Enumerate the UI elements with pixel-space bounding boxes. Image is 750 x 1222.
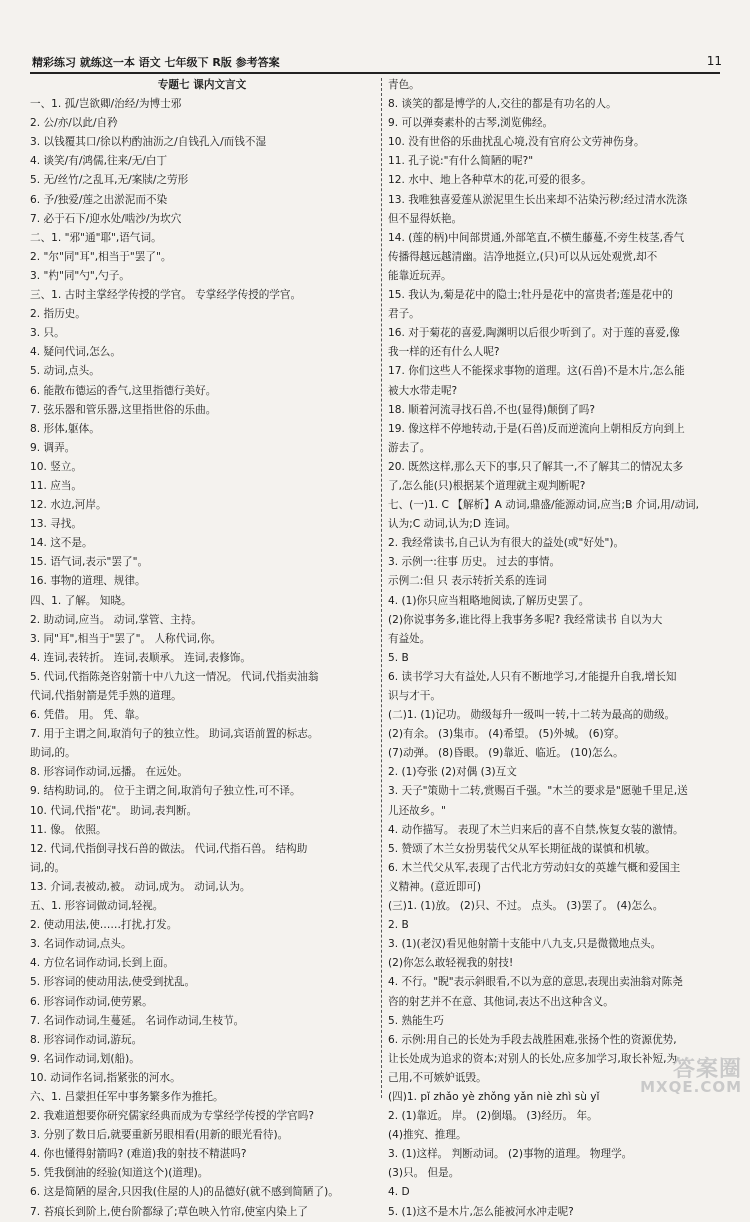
watermark-url: MXQE.COM xyxy=(640,1078,742,1096)
answer-line: 3. 名词作动词,点头。 xyxy=(30,938,132,951)
answer-line: (三)1. (1)放。 (2)只、不过。 点头。 (3)罢了。 (4)怎么。 xyxy=(388,900,664,913)
answer-line: 5. 代词,代指陈尧咨射箭十中八九这一情况。 代词,代指卖油翁 xyxy=(30,670,319,683)
answer-line: 4. D xyxy=(388,1186,410,1199)
answer-line: 7. 必于石下/迎水处/啮沙/为坎穴 xyxy=(30,212,182,225)
answer-line: 4. 方位名词作动词,长到上面。 xyxy=(30,957,174,970)
answer-line: 16. 事物的道理、规律。 xyxy=(30,575,146,588)
answer-line: 3. 同"耳",相当于"罢了"。 人称代词,你。 xyxy=(30,632,222,645)
answer-line: 5. 形容词的使动用法,使受到扰乱。 xyxy=(30,976,196,989)
answer-line: 3. (1)(老汉)看见他射箭十支能中八九支,只是微微地点头。 xyxy=(388,938,662,951)
answer-line: 3. 示例一:往事 历史。 过去的事情。 xyxy=(388,556,561,569)
answer-line: 2. 公/亦/以此/自矜 xyxy=(30,117,118,130)
answer-line: 五、1. 形容词做动词,轻视。 xyxy=(30,900,164,913)
answer-line: 5. B xyxy=(388,651,409,664)
answer-line: 12. 水边,河岸。 xyxy=(30,499,107,512)
answer-line: 8. 形体,躯体。 xyxy=(30,422,100,435)
running-header xyxy=(32,50,722,72)
answer-line: (4)推究、推理。 xyxy=(388,1129,467,1142)
answer-line: 14. (莲的柄)中间部贯通,外部笔直,不横生藤蔓,不旁生枝茎,香气 xyxy=(388,231,685,244)
answer-line: 六、1. 吕蒙担任军中事务繁多作为推托。 xyxy=(30,1090,224,1103)
answer-line: 10. 代词,代指"花"。 助词,表判断。 xyxy=(30,804,198,817)
answer-line: 助词,的。 xyxy=(30,747,76,760)
answer-line: 7. 苔痕长到阶上,使台阶都绿了;草色映入竹帘,使室内染上了 xyxy=(30,1205,309,1218)
page-number: 11 xyxy=(706,54,722,68)
answer-line: (3)只。 但是。 xyxy=(388,1167,460,1180)
answer-line: 君子。 xyxy=(388,308,420,321)
answer-line: 七、(一)1. C 【解析】A 动词,鼎盛/能源动词,应当;B 介词,用/动词, xyxy=(388,499,699,512)
answer-line: 9. 可以弹奏素朴的古琴,浏览佛经。 xyxy=(388,117,554,130)
answer-line: 17. 你们这些人不能探求事物的道理。这(石兽)不是木片,怎么能 xyxy=(388,365,685,378)
answer-line: 18. 顺着河流寻找石兽,不也(显得)颠倒了吗? xyxy=(388,403,595,416)
answer-line: 传播得越远越清幽。洁净地挺立,(只)可以从远处观赏,却不 xyxy=(388,250,658,263)
answer-line: 示例二:但 只 表示转折关系的连词 xyxy=(388,575,547,588)
answer-line: 5. (1)这不是木片,怎么能被河水冲走呢? xyxy=(388,1205,574,1218)
answer-line: 6. 示例:用自己的长处为手段去战胜困难,张扬个性的资源优势, xyxy=(388,1033,677,1046)
answer-line: 一、1. 孤/岂欲卿/治经/为博士邪 xyxy=(30,98,182,111)
answer-line: 己用,不可嫉妒诋毁。 xyxy=(388,1071,487,1084)
answer-line: 儿还故乡。" xyxy=(388,804,446,817)
answer-line: 11. 应当。 xyxy=(30,479,82,492)
answer-line: 15. 我认为,菊是花中的隐士;牡丹是花中的富贵者;莲是花中的 xyxy=(388,289,673,302)
answer-line: 2. 我经常读书,自己认为有很大的益处(或"好处")。 xyxy=(388,537,625,550)
answer-line: 游去了。 xyxy=(388,441,431,454)
answer-line: 20. 既然这样,那么天下的事,只了解其一,不了解其二的情况太多 xyxy=(388,460,684,473)
answer-line: 青色。 xyxy=(388,79,420,91)
answer-line: 识与才干。 xyxy=(388,690,441,702)
answer-line: 3. (1)这样。 判断动词。 (2)事物的道理。 物理学。 xyxy=(388,1148,633,1161)
answer-line: 5. 无/丝竹/之乱耳,无/案牍/之劳形 xyxy=(30,174,189,187)
answer-line: 咨的射艺并不在意、其他词,表达不出这种含义。 xyxy=(388,995,614,1008)
answer-line: 4. 你也懂得射箭吗? (难道)我的射技不精湛吗? xyxy=(30,1148,247,1161)
answer-line: 5. 动词,点头。 xyxy=(30,365,100,378)
answer-line: 8. 谈笑的都是博学的人,交往的都是有功名的人。 xyxy=(388,98,617,111)
answer-line: 4. 动作描写。 表现了木兰归来后的喜不自禁,恢复女装的激情。 xyxy=(388,823,684,836)
answer-line: 4. (1)你只应当粗略地阅读,了解历史罢了。 xyxy=(388,594,590,607)
answer-line: 9. 调弄。 xyxy=(30,441,76,454)
answer-line: 2. 助动词,应当。 动词,掌管、主持。 xyxy=(30,613,202,626)
answer-line: 5. 赞颂了木兰女扮男装代父从军长期征战的谋慎和机敏。 xyxy=(388,842,656,855)
answer-line: 6. 予/独爱/莲之出淤泥而不染 xyxy=(30,193,168,206)
answer-line: 3. "杓"同"勺",勺子。 xyxy=(30,269,130,282)
answer-line: 2. 使动用法,使……打扰,打发。 xyxy=(30,919,178,932)
column-divider xyxy=(381,78,382,1098)
answer-line: 能靠近玩弄。 xyxy=(388,269,452,282)
answer-line: 15. 语气词,表示"罢了"。 xyxy=(30,556,149,569)
answer-line: 4. 谈笑/有/鸿儒,往来/无/白丁 xyxy=(30,155,168,168)
answer-line: 但不显得妖艳。 xyxy=(388,212,463,225)
answer-line: 2. (1)靠近。 岸。 (2)倒塌。 (3)经历。 年。 xyxy=(388,1110,598,1123)
left-column xyxy=(30,76,374,1222)
header-rule xyxy=(30,72,720,74)
right-column xyxy=(388,76,724,1222)
answer-line: 2. B xyxy=(388,919,409,932)
answer-line: 10. 动词作名词,指紧张的河水。 xyxy=(30,1071,181,1084)
answer-line: 6. 这是简陋的屋舍,只因我(住屋的人)的品德好(就不感到简陋了)。 xyxy=(30,1186,339,1199)
answer-line: 7. 弦乐器和管乐器,这里指世俗的乐曲。 xyxy=(30,403,217,416)
answer-line: 被大水带走呢? xyxy=(388,384,458,397)
answer-line: (2)你说事务多,谁比得上我事务多呢? 我经常读书 自以为大 xyxy=(388,613,663,626)
answer-line: 7. 用于主谓之间,取消句子的独立性。 助词,宾语前置的标志。 xyxy=(30,728,319,741)
answer-line: 4. 连词,表转折。 连词,表顺承。 连词,表修饰。 xyxy=(30,651,251,664)
answer-line: 5. 熟能生巧 xyxy=(388,1014,444,1027)
answer-line: 2. (1)夸张 (2)对偶 (3)互文 xyxy=(388,766,517,779)
answer-line: 义精神。(意近即可) xyxy=(388,880,482,893)
answer-line: 三、1. 古时主掌经学传授的学官。 专掌经学传授的学官。 xyxy=(30,289,302,302)
answer-line: (2)有余。 (3)集市。 (4)希望。 (5)外城。 (6)穿。 xyxy=(388,728,625,741)
answer-line: 13. 介词,表被动,被。 动词,成为。 动词,认为。 xyxy=(30,880,251,893)
answer-line: 11. 像。 依照。 xyxy=(30,823,107,836)
answer-line: 2. 指历史。 xyxy=(30,308,86,321)
answer-line: 四、1. 了解。 知晓。 xyxy=(30,594,132,607)
answer-line: 3. 以钱覆其口/徐以杓酌油沥之/自钱孔入/而钱不湿 xyxy=(30,136,267,149)
answer-line: 词,的。 xyxy=(30,861,66,874)
answer-line: 4. 疑问代词,怎么。 xyxy=(30,346,121,359)
answer-line: (7)动弹。 (8)昏眼。 (9)靠近、临近。 (10)怎么。 xyxy=(388,747,624,760)
answer-line: 代词,代指射箭是凭手熟的道理。 xyxy=(30,690,182,702)
watermark-text: 答案圈 xyxy=(672,1057,742,1082)
answer-line: (二)1. (1)记功。 勋级每升一级叫一转,十二转为最高的勋级。 xyxy=(388,709,676,722)
answer-line: 7. 名词作动词,生蔓延。 名词作动词,生枝节。 xyxy=(30,1014,245,1027)
answer-line: 我一样的还有什么人呢? xyxy=(388,346,500,359)
answer-line: 6. 读书学习大有益处,人只有不断地学习,才能提升自我,增长知 xyxy=(388,670,677,683)
answer-line: 2. "尔"同"耳",相当于"罢了"。 xyxy=(30,250,172,263)
answer-line: 13. 寻找。 xyxy=(30,518,82,531)
answer-line: 12. 水中、地上各种草木的花,可爱的很多。 xyxy=(388,174,592,187)
answer-line: 10. 没有世俗的乐曲扰乱心境,没有官府公文劳神伤身。 xyxy=(388,136,645,149)
answer-line: 8. 形容词作动词,远播。 在远处。 xyxy=(30,766,188,779)
answer-line: 3. 天子"策勋十二转,赏赐百千强。"木兰的要求是"愿驰千里足,送 xyxy=(388,785,688,798)
answer-line: 9. 名词作动词,划(船)。 xyxy=(30,1052,140,1065)
answer-line: 3. 分别了数日后,就要重新另眼相看(用新的眼光看待)。 xyxy=(30,1129,289,1142)
answer-line: 2. 我难道想要你研究儒家经典而成为专掌经学传授的学官吗? xyxy=(30,1110,314,1123)
answer-line: 有益处。 xyxy=(388,632,431,645)
answer-line: 认为;C 动词,认为;D 连词。 xyxy=(388,518,517,531)
answer-line: 4. 不行。"睨"表示斜眼看,不以为意的意思,表现出卖油翁对陈尧 xyxy=(388,976,683,989)
answer-line: 10. 竖立。 xyxy=(30,460,82,473)
answer-line: 了,怎么能(只)根据某个道理就主观判断呢? xyxy=(388,479,586,492)
answer-line: 让长处成为追求的资本;对别人的长处,应多加学习,取长补短,为 xyxy=(388,1052,678,1065)
answer-line: 8. 形容词作动词,游玩。 xyxy=(30,1033,143,1046)
answer-line: 3. 只。 xyxy=(30,327,65,340)
answer-line: 6. 木兰代父从军,表现了古代北方劳动妇女的英雄气概和爱国主 xyxy=(388,861,681,874)
answer-line: 19. 像这样不停地转动,于是(石兽)反而逆流向上朝相反方向到上 xyxy=(388,422,685,435)
answer-line: 6. 能散布德运的香气,这里指德行美好。 xyxy=(30,384,217,397)
answer-line: 6. 形容词作动词,使劳累。 xyxy=(30,995,153,1008)
watermark xyxy=(604,1052,744,1100)
answer-line: 13. 我唯独喜爱莲从淤泥里生长出来却不沾染污秽;经过清水洗涤 xyxy=(388,193,688,206)
answer-line: 12. 代词,代指倒寻找石兽的做法。 代词,代指石兽。 结构助 xyxy=(30,842,308,855)
answer-line: (2)你怎么敢轻视我的射技! xyxy=(388,957,514,970)
answer-line: 9. 结构助词,的。 位于主谓之间,取消句子独立性,可不译。 xyxy=(30,785,301,798)
answer-line: 11. 孔子说:"有什么简陋的呢?" xyxy=(388,155,534,168)
answer-line: 专题七 课内文言文 xyxy=(157,79,247,91)
answer-line: 二、1. "邪"通"耶",语气词。 xyxy=(30,231,162,244)
header-title: 精彩练习 就练这一本 语文 七年级下 R版 参考答案 xyxy=(32,56,280,69)
answer-line: 14. 这不是。 xyxy=(30,537,93,550)
answer-line: 16. 对于菊花的喜爱,陶渊明以后很少听到了。对于莲的喜爱,像 xyxy=(388,327,680,340)
answer-line: (四)1. pǐ zhǎo yè zhǒng yǎn niè zhì sù yǐ xyxy=(388,1090,600,1103)
answer-line: 5. 凭我倒油的经验(知道这个)(道理)。 xyxy=(30,1167,209,1180)
answer-line: 6. 凭借。 用。 凭、靠。 xyxy=(30,709,146,722)
